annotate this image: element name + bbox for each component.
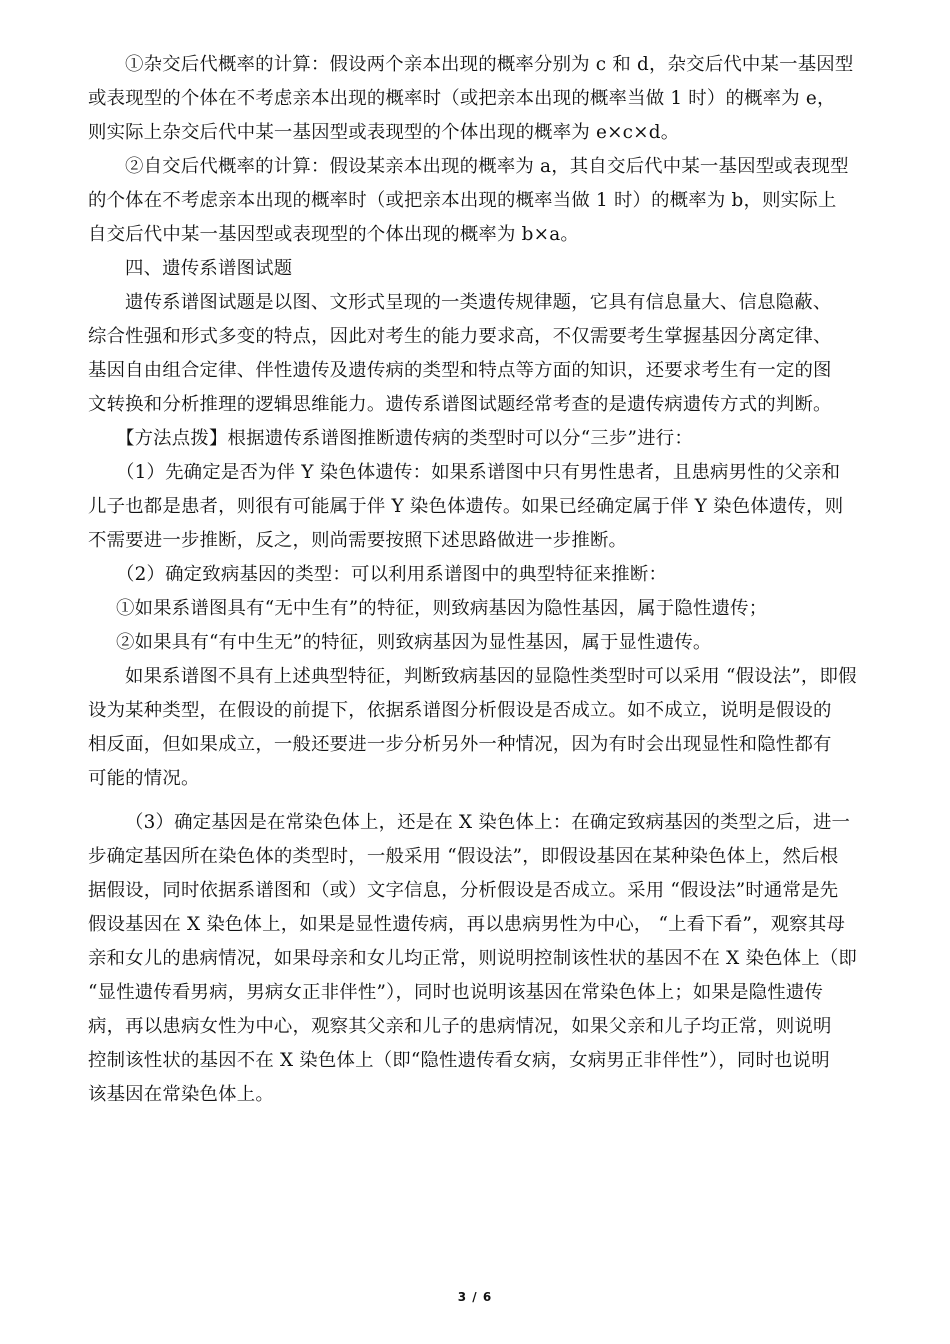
para-selfing-line-2: 的个体在不考虑亲本出现的概率时（或把亲本出现的概率当做 1 时）的概率为 b，则实际上 bbox=[88, 190, 837, 211]
step2-item-1: ①如果系谱图具有“无中生有”的特征，则致病基因为隐性基因，属于隐性遗传； bbox=[116, 598, 768, 619]
step2-line-1: （2）确定致病基因的类型：可以利用系谱图中的典型特征来推断： bbox=[116, 564, 668, 585]
para-pedigree-line-1: 遗传系谱图试题是以图、文形式呈现的一类遗传规律题，它具有信息量大、信息隐蔽、 bbox=[125, 292, 832, 313]
section-heading-pedigree: 四、遗传系谱图试题 bbox=[125, 258, 293, 279]
para-hypothesis-line-1: 如果系谱图不具有上述典型特征，判断致病基因的显隐性类型时可以采用 “假设法”，即假 bbox=[125, 666, 857, 687]
step3-line-4: 假设基因在 X 染色体上，如果是显性遗传病，再以患病男性为中心， “上看下看”，观察其母 bbox=[88, 914, 846, 935]
method-tip-heading: 【方法点拨】根据遗传系谱图推断遗传病的类型时可以分“三步”进行： bbox=[116, 428, 693, 449]
para-hypothesis-line-2: 设为某种类型，在假设的前提下，依据系谱图分析假设是否成立。如不成立，说明是假设的 bbox=[88, 700, 832, 721]
step3-line-3: 据假设，同时依据系谱图和（或）文字信息，分析假设是否成立。采用 “假设法”时通常是先 bbox=[88, 880, 839, 901]
step1-line-1: （1）先确定是否为伴 Y 染色体遗传：如果系谱图中只有男性患者，且患病男性的父亲和 bbox=[116, 462, 841, 483]
step3-line-5: 亲和女儿的患病情况，如果母亲和女儿均正常，则说明控制该性状的基因不在 X 染色体上（即 bbox=[88, 948, 858, 969]
para-hypothesis-line-4: 可能的情况。 bbox=[88, 768, 200, 789]
para-hybrid-line-3: 则实际上杂交后代中某一基因型或表现型的个体出现的概率为 e×c×d。 bbox=[88, 122, 680, 143]
step2-item-2: ②如果具有“有中生无”的特征，则致病基因为显性基因，属于显性遗传。 bbox=[116, 632, 712, 653]
page-number: 3 / 6 bbox=[457, 1290, 493, 1304]
para-pedigree-line-3: 基因自由组合定律、伴性遗传及遗传病的类型和特点等方面的知识，还要求考生有一定的图 bbox=[88, 360, 832, 381]
para-selfing-line-3: 自交后代中某一基因型或表现型的个体出现的概率为 b×a。 bbox=[88, 224, 579, 245]
para-hybrid-line-2: 或表现型的个体在不考虑亲本出现的概率时（或把亲本出现的概率当做 1 时）的概率为 e， bbox=[88, 88, 836, 109]
step3-line-6: “显性遗传看男病，男病女正非伴性”），同时也说明该基因在常染色体上；如果是隐性遗传 bbox=[88, 982, 824, 1003]
step3-line-9: 该基因在常染色体上。 bbox=[88, 1084, 274, 1105]
step1-line-3: 不需要进一步推断，反之，则尚需要按照下述思路做进一步推断。 bbox=[88, 530, 628, 551]
para-hypothesis-line-3: 相反面，但如果成立，一般还要进一步分析另外一种情况，因为有时会出现显性和隐性都有 bbox=[88, 734, 832, 755]
para-pedigree-line-2: 综合性强和形式多变的特点，因此对考生的能力要求高，不仅需要考生掌握基因分离定律、 bbox=[88, 326, 832, 347]
step3-line-1: （3）确定基因是在常染色体上，还是在 X 染色体上：在确定致病基因的类型之后，进一 bbox=[125, 812, 851, 833]
para-selfing-line-1: ②自交后代概率的计算：假设某亲本出现的概率为 a，其自交后代中某一基因型或表现型 bbox=[125, 156, 849, 177]
document-body bbox=[88, 48, 863, 1112]
para-pedigree-line-4: 文转换和分析推理的逻辑思维能力。遗传系谱图试题经常考查的是遗传病遗传方式的判断。 bbox=[88, 394, 832, 415]
step3-line-8: 控制该性状的基因不在 X 染色体上（即“隐性遗传看女病，女病男正非伴性”），同时也说明 bbox=[88, 1050, 830, 1071]
step1-line-2: 儿子也都是患者，则很有可能属于伴 Y 染色体遗传。如果已经确定属于伴 Y 染色体遗传，则 bbox=[88, 496, 844, 517]
para-hybrid-line-1: ①杂交后代概率的计算：假设两个亲本出现的概率分别为 c 和 d，杂交后代中某一基因型 bbox=[125, 54, 854, 75]
step3-line-7: 病，再以患病女性为中心，观察其父亲和儿子的患病情况，如果父亲和儿子均正常，则说明 bbox=[88, 1016, 832, 1037]
step3-line-2: 步确定基因所在染色体的类型时，一般采用 “假设法”，即假设基因在某种染色体上，然后根 bbox=[88, 846, 839, 867]
